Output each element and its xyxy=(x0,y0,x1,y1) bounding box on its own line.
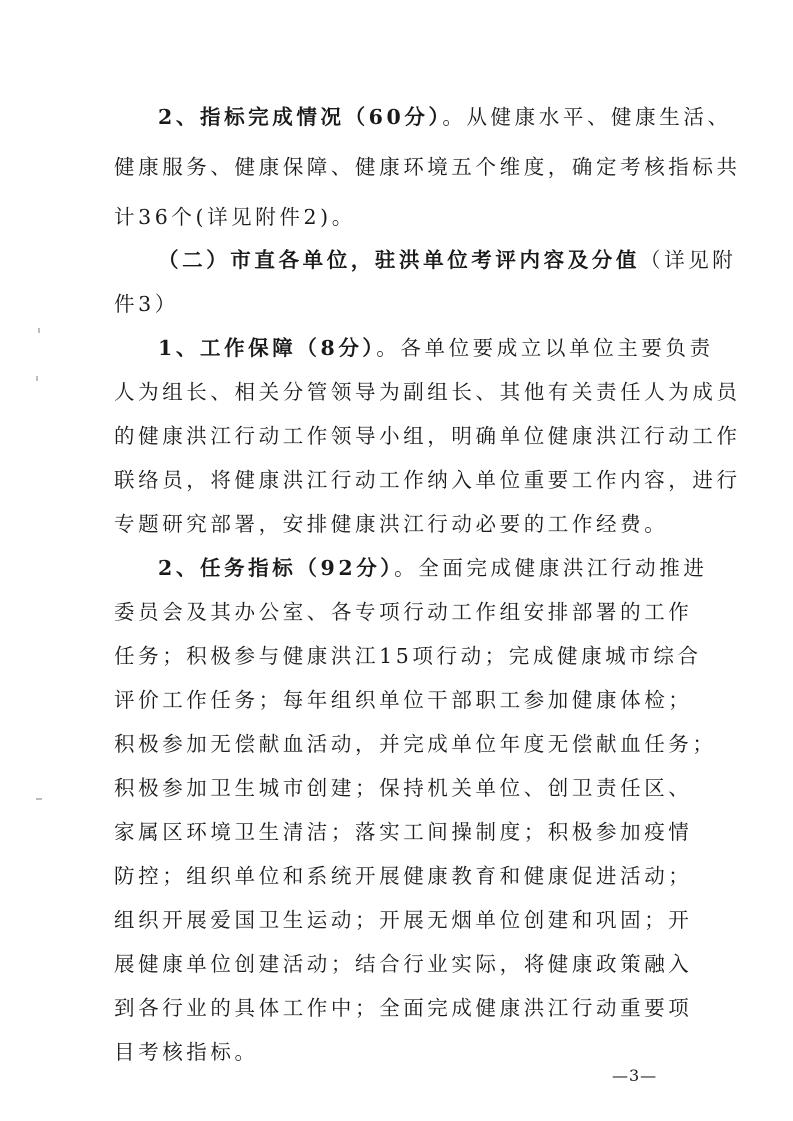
p4-line-9: 组织开展爱国卫生运动；开展无烟单位创建和巩固；开 xyxy=(114,908,693,932)
p4-line-10: 展健康单位创建活动；结合行业实际，将健康政策融入 xyxy=(114,952,693,976)
p3-line1-rest: 。各单位要成立以单位主要负责 xyxy=(376,336,714,360)
p4-line-11: 到各行业的具体工作中；全面完成健康洪江行动重要项 xyxy=(114,996,693,1020)
p4-line-6: 积极参加卫生城市创建；保持机关单位、创卫责任区、 xyxy=(114,776,693,800)
p1-heading: 2、指标完成情况（60分） xyxy=(158,105,443,129)
scan-speck xyxy=(36,376,38,381)
p3-heading: 1、工作保障（8分） xyxy=(158,336,377,360)
p4-line-7: 家属区环境卫生清洁；落实工间操制度；积极参加疫情 xyxy=(114,820,693,844)
p3-line-4: 联络员，将健康洪江行动工作纳入单位重要工作内容，进行 xyxy=(114,468,741,492)
p2-line-2: 件3） xyxy=(114,292,179,316)
p3-line-1 xyxy=(158,331,714,361)
p4-line-4: 评价工作任务；每年组织单位干部职工参加健康体检； xyxy=(114,688,693,712)
p1-line1-rest: 。从健康水平、健康生活、 xyxy=(442,105,732,129)
scan-speck xyxy=(38,328,40,333)
scan-speck xyxy=(36,798,42,800)
p3-line-5: 专题研究部署，安排健康洪江行动必要的工作经费。 xyxy=(114,512,669,536)
p3-line-3: 的健康洪江行动工作领导小组，明确单位健康洪江行动工作 xyxy=(114,424,741,448)
p2-line-1 xyxy=(158,243,736,273)
p4-line-5: 积极参加无偿献血活动，并完成单位年度无偿献血任务； xyxy=(114,732,717,756)
p1-line-2: 健康服务、健康保障、健康环境五个维度，确定考核指标共 xyxy=(114,155,741,179)
p4-line-1 xyxy=(158,551,707,581)
p1-line-3: 计36个(详见附件2)。 xyxy=(114,205,356,229)
p4-line-8: 防控；组织单位和系统开展健康教育和健康促进活动； xyxy=(114,864,693,888)
p4-line1-rest: 。全面完成健康洪江行动推进 xyxy=(394,556,708,580)
page-number: —3— xyxy=(612,1066,658,1085)
p4-line-12: 目考核指标。 xyxy=(114,1040,259,1064)
p4-line-2: 委员会及其办公室、各专项行动工作组安排部署的工作 xyxy=(114,600,693,624)
p1-line-1 xyxy=(158,100,732,130)
p2-heading: （二）市直各单位，驻洪单位考评内容及分值 xyxy=(158,248,640,272)
p3-line-2: 人为组长、相关分管领导为副组长、其他有关责任人为成员 xyxy=(114,380,741,404)
p2-line1-rest: （详见附 xyxy=(640,248,737,272)
p4-heading: 2、任务指标（92分） xyxy=(158,556,395,580)
p4-line-3: 任务；积极参与健康洪江15项行动；完成健康城市综合 xyxy=(114,644,702,668)
